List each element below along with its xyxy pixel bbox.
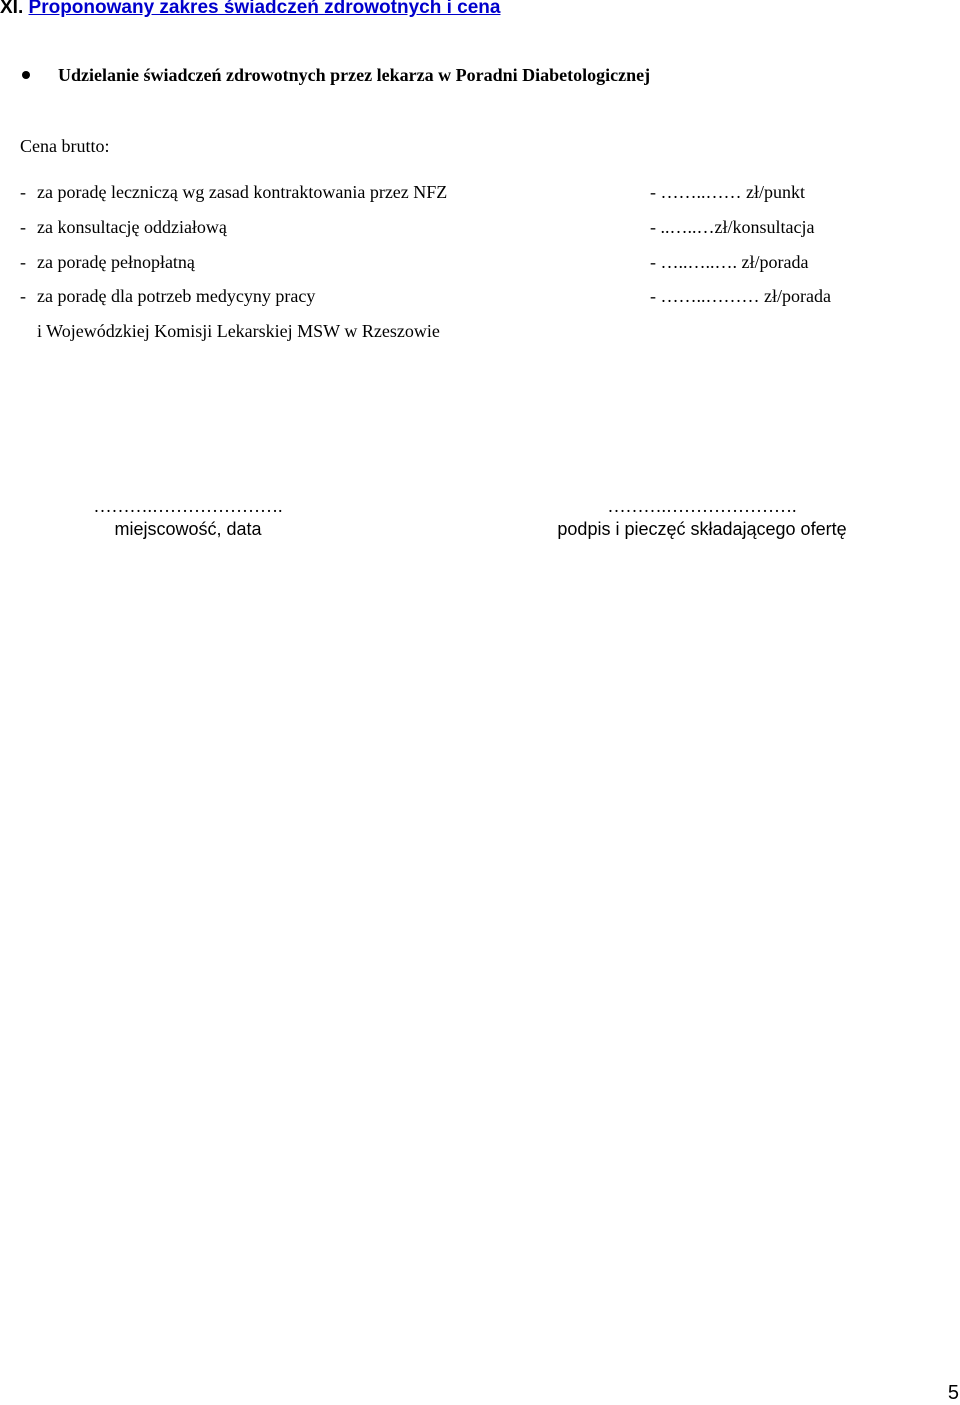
section-heading — [0, 0, 500, 19]
price-row — [0, 182, 960, 206]
section-title: Proponowany zakres świadczeń zdrowotnych i cena — [28, 0, 501, 18]
row-description: za poradę dla potrzeb medycyny pracy — [37, 286, 316, 306]
row-description: za poradę leczniczą wg zasad kontraktowania przez NFZ — [37, 182, 448, 202]
page-number: 5 — [947, 1382, 959, 1404]
signature-left — [68, 496, 308, 540]
price-row — [0, 286, 960, 310]
section-number: XI. — [0, 0, 24, 18]
price-label: Cena brutto: — [20, 136, 110, 156]
service-title: Udzielanie świadczeń zdrowotnych przez lekarza w Poradni Diabetologicznej — [58, 65, 651, 85]
signature-right — [552, 496, 852, 540]
row-continuation: i Wojewódzkiej Komisji Lekarskiej MSW w Rzeszowie — [37, 321, 440, 341]
signature-line: ……….…………………. — [607, 496, 797, 516]
signature-line: ……….…………………. — [93, 496, 283, 516]
row-description: za konsultację oddziałową — [37, 217, 227, 237]
row-dash: - — [20, 217, 26, 237]
price-row — [0, 217, 960, 241]
row-dash: - — [20, 286, 26, 306]
row-value: - ……..……… zł/porada — [650, 286, 831, 306]
row-dash: - — [20, 252, 26, 272]
price-row — [0, 252, 960, 276]
row-value: - ..…..…zł/konsultacja — [650, 217, 815, 237]
row-value: - ……..…… zł/punkt — [650, 182, 805, 202]
row-description: za poradę pełnopłatną — [37, 252, 195, 272]
bullet-icon — [22, 71, 30, 79]
signature-label: podpis i pieczęć składającego ofertę — [557, 519, 847, 539]
row-dash: - — [20, 182, 26, 202]
signature-label: miejscowość, data — [114, 519, 262, 539]
row-value: - …..…..…. zł/porada — [650, 252, 809, 272]
